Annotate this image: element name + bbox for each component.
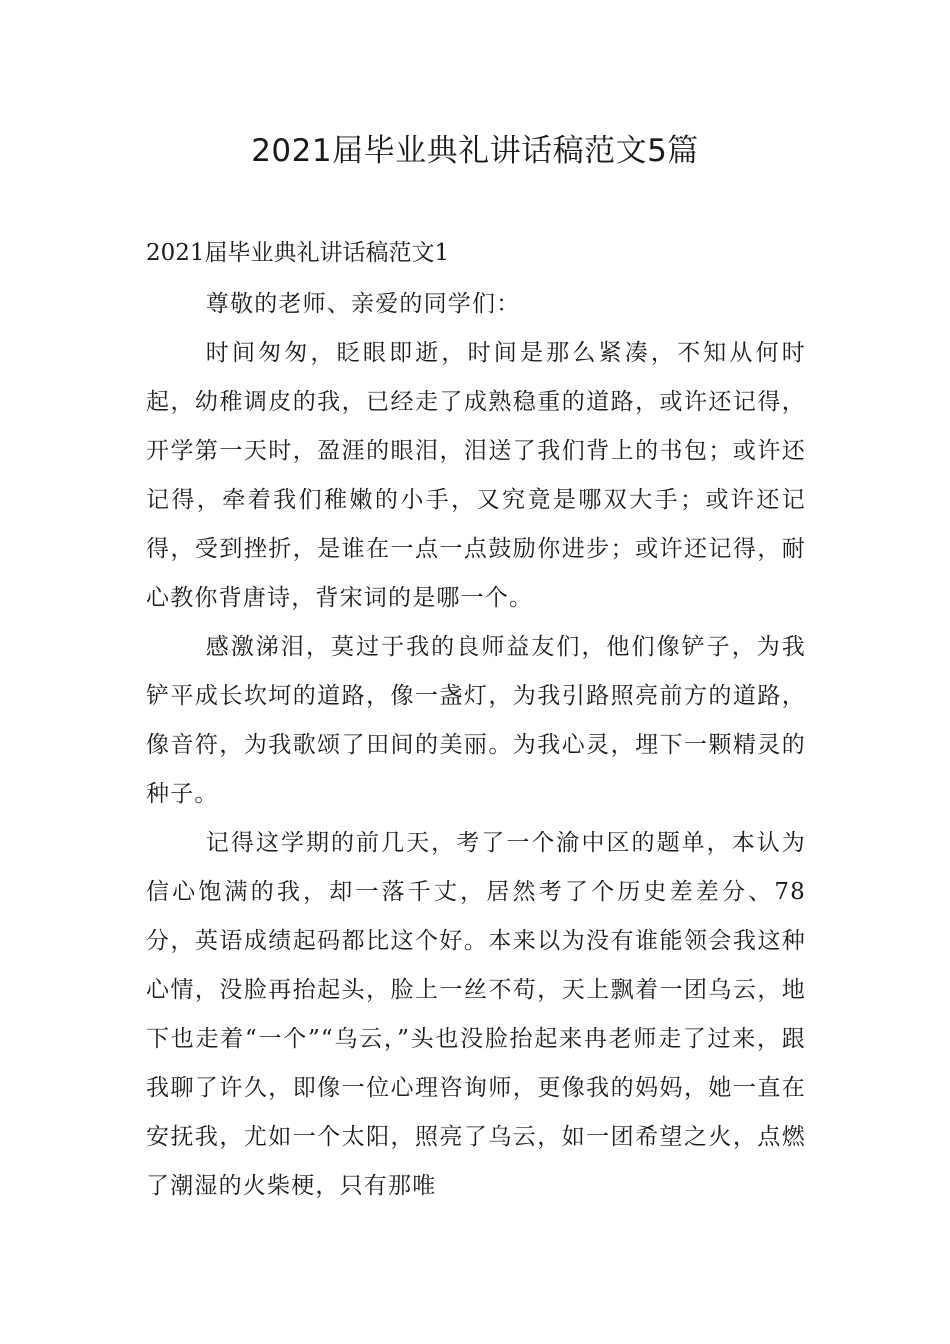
body-paragraph: 感激涕泪，莫过于我的良师益友们，他们像铲子，为我铲平成长坎坷的道路，像一盏灯，为我引路照亮前方的道路，像音符，为我歌颂了田间的美丽。为我心灵，埋下一颗精灵的种子。 — [146, 634, 806, 807]
salutation-paragraph: 尊敬的老师、亲爱的同学们： — [205, 291, 521, 317]
section-heading: 2021届毕业典礼讲话稿范文1 — [146, 240, 450, 266]
body-paragraph: 时间匆匆，眨眼即逝，时间是那么紧凑，不知从何时起，幼稚调皮的我，已经走了成熟稳重的道路，或许还记得，开学第一天时，盈涯的眼泪，泪送了我们背上的书包；或许还记得，牵着我们稚嫩的小手，又究竟是哪双大手；或许还记得，受到挫折，是谁在一点一点鼓励你进步；或许还记得，耐心教你背唐诗，背宋词的是哪一个。 — [146, 340, 806, 611]
document-title: 2021届毕业典礼讲话稿范文5篇 — [251, 133, 699, 169]
body-paragraph: 记得这学期的前几天，考了一个渝中区的题单，本认为信心饱满的我，却一落千丈，居然考了个历史差差分、78分，英语成绩起码都比这个好。本来以为没有谁能领会我这种心情，没脸再抬起头，脸上一丝不苟，天上飘着一团乌云，地下也走着“一个”“乌云，”头也没脸抬起来冉老师走了过来，跟我聊了许久，即像一位心理咨询师，更像我的妈妈，她一直在安抚我，尤如一个太阳，照亮了乌云，如一团希望之火，点燃了潮湿的火柴梗，只有那唯 — [146, 830, 806, 1199]
document-body — [146, 280, 806, 1211]
